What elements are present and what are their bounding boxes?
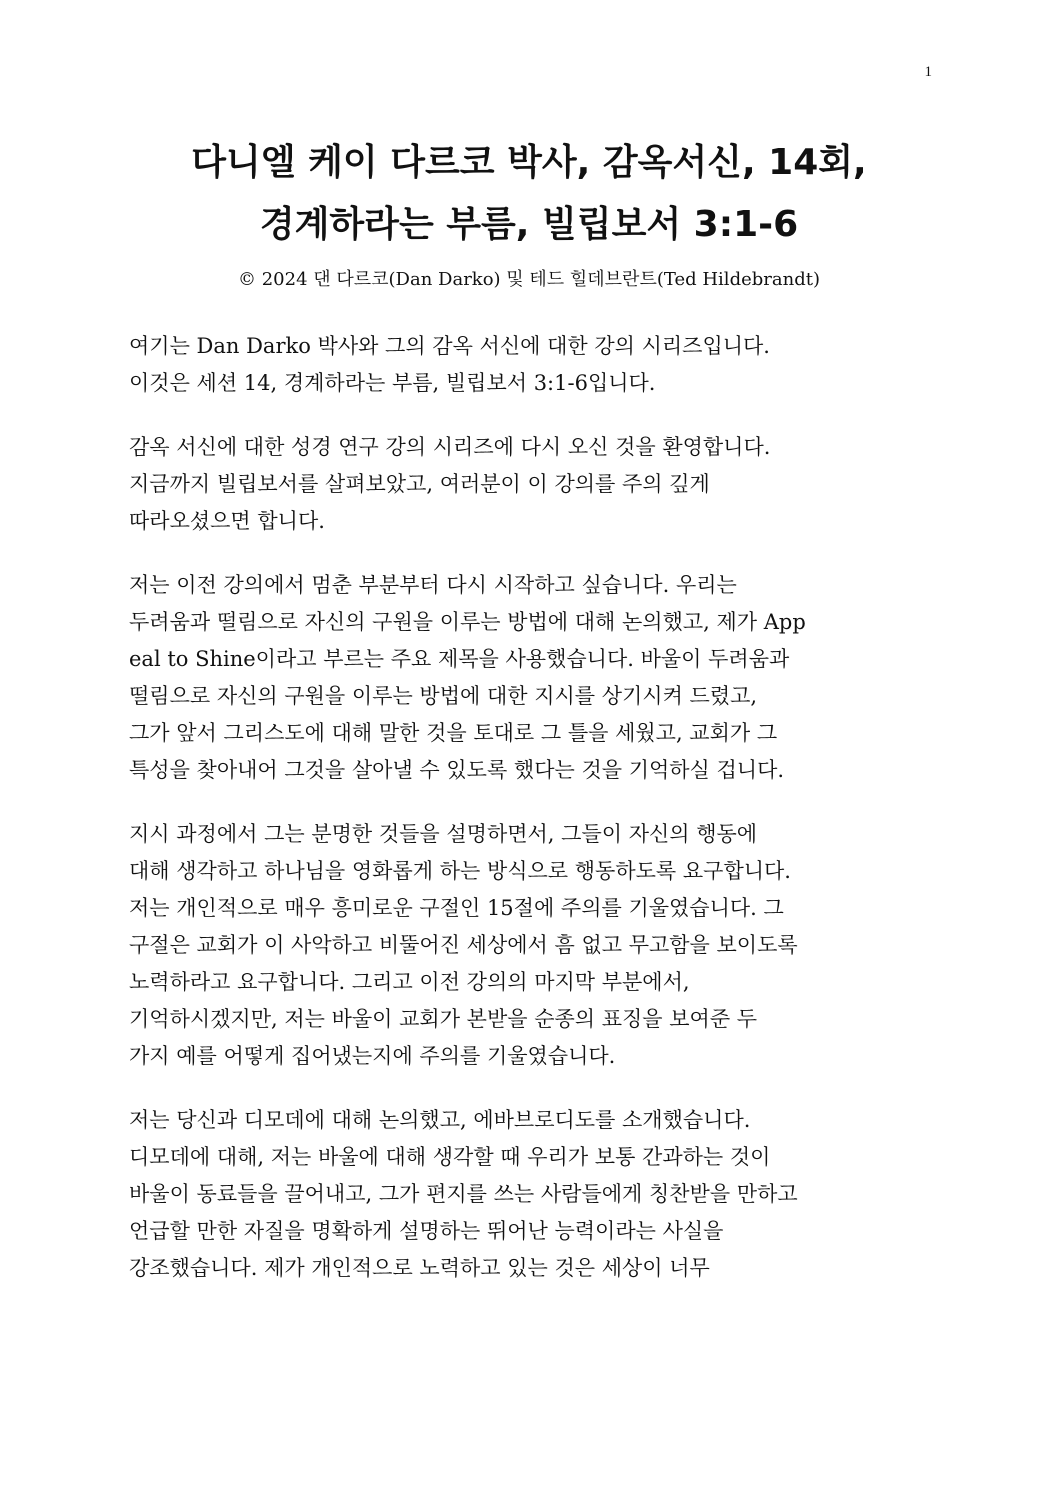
text-line: 저는 개인적으로 매우 흥미로운 구절인 15절에 주의를 기울였습니다. 그 (129, 896, 784, 920)
text-line: 기억하시겠지만, 저는 바울이 교회가 본받을 순종의 표징을 보여준 두 (129, 1007, 758, 1031)
paragraph-4 (129, 816, 929, 1075)
text-line: 가지 예를 어떻게 집어냈는지에 주의를 기울였습니다. (129, 1044, 616, 1068)
text-line: 대해 생각하고 하나님을 영화롭게 하는 방식으로 행동하도록 요구합니다. (129, 859, 791, 883)
copyright-notice: © 2024 댄 다르코(Dan Darko) 및 테드 힐데브란트(Ted Hildebrandt) (238, 269, 820, 290)
text-line: 바울이 동료들을 끌어내고, 그가 편지를 쓰는 사람들에게 칭찬받을 만하고 (129, 1182, 798, 1206)
text-line: 강조했습니다. 제가 개인적으로 노력하고 있는 것은 세상이 너무 (129, 1256, 710, 1280)
text-line: 특성을 찾아내어 그것을 살아낼 수 있도록 했다는 것을 기억하실 겁니다. (129, 758, 785, 782)
text-line: 언급할 만한 자질을 명확하게 설명하는 뛰어난 능력이라는 사실을 (129, 1219, 724, 1243)
text-line: 여기는 Dan Darko 박사와 그의 감옥 서신에 대한 강의 시리즈입니다. (129, 334, 770, 358)
paragraph-3 (129, 567, 929, 789)
title-line-1: 다니엘 케이 다르코 박사, 감옥서신, 14회, (191, 142, 867, 183)
text-line: 떨림으로 자신의 구원을 이루는 방법에 대한 지시를 상기시켜 드렸고, (129, 684, 758, 708)
document-title (0, 132, 1058, 256)
text-line: eal to Shine이라고 부르는 주요 제목을 사용했습니다. 바울이 두려움과 (129, 647, 790, 671)
page-number: 1 (924, 64, 932, 80)
text-line: 노력하라고 요구합니다. 그리고 이전 강의의 마지막 부분에서, (129, 970, 690, 994)
paragraph-5 (129, 1102, 929, 1287)
text-line: 감옥 서신에 대한 성경 연구 강의 시리즈에 다시 오신 것을 환영합니다. (129, 435, 771, 459)
text-line: 따라오셨으면 합니다. (129, 509, 325, 533)
document-body (129, 328, 929, 1314)
text-line: 저는 당신과 디모데에 대해 논의했고, 에바브로디도를 소개했습니다. (129, 1108, 751, 1132)
text-line: 두려움과 떨림으로 자신의 구원을 이루는 방법에 대해 논의했고, 제가 App (129, 610, 806, 634)
text-line: 지금까지 빌립보서를 살펴보았고, 여러분이 이 강의를 주의 깊게 (129, 472, 710, 496)
text-line: 이것은 세션 14, 경계하라는 부름, 빌립보서 3:1-6입니다. (129, 371, 656, 395)
paragraph-2 (129, 429, 929, 540)
paragraph-1 (129, 328, 929, 402)
text-line: 저는 이전 강의에서 멈춘 부분부터 다시 시작하고 싶습니다. 우리는 (129, 573, 737, 597)
text-line: 지시 과정에서 그는 분명한 것들을 설명하면서, 그들이 자신의 행동에 (129, 822, 758, 846)
text-line: 디모데에 대해, 저는 바울에 대해 생각할 때 우리가 보통 간과하는 것이 (129, 1145, 771, 1169)
title-line-2: 경계하라는 부름, 빌립보서 3:1-6 (259, 204, 799, 245)
text-line: 구절은 교회가 이 사악하고 비뚤어진 세상에서 흠 없고 무고함을 보이도록 (129, 933, 798, 957)
text-line: 그가 앞서 그리스도에 대해 말한 것을 토대로 그 틀을 세웠고, 교회가 그 (129, 721, 778, 745)
